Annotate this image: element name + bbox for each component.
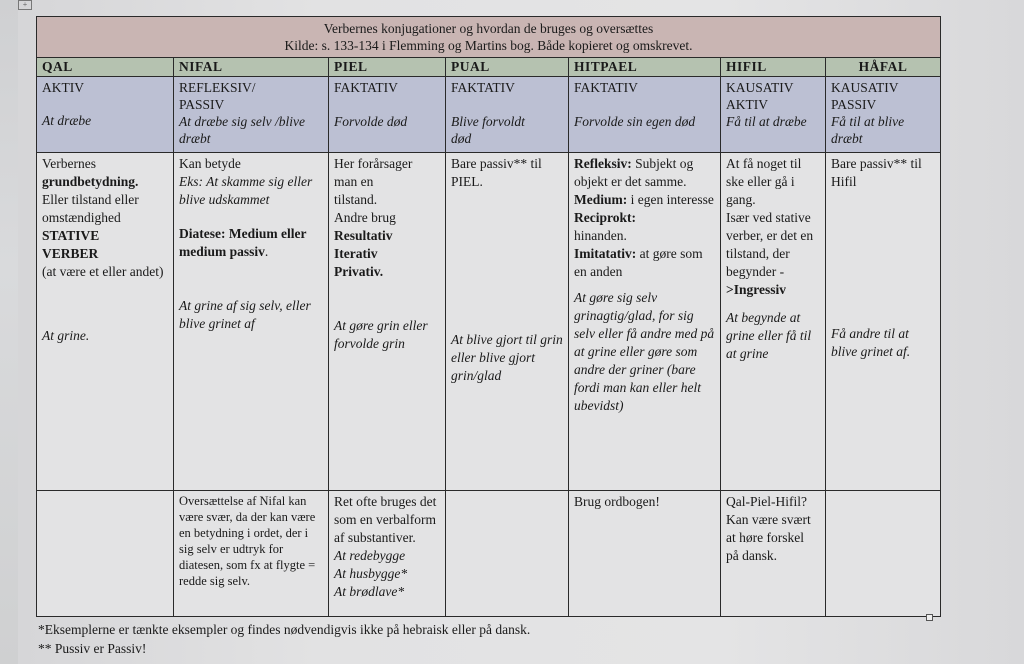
- title-line-1: Verbernes konjugationer og hvordan de bruges og oversættes: [323, 21, 654, 36]
- text: Bare passiv** til PIEL.: [451, 156, 542, 189]
- text: Ret ofte bruges det som en verbalform af substantiver.: [334, 494, 437, 545]
- text: Imitatativ:: [574, 246, 637, 261]
- header-row: [37, 58, 941, 77]
- header-hafal: HÅFAL: [826, 58, 941, 77]
- text: Især ved stative verber, er det en tilstand, der begynder -: [726, 210, 814, 279]
- text: Subjekt og objekt er det samme.: [574, 156, 694, 189]
- grin-example: Få andre til at blive grinet af.: [831, 326, 911, 359]
- text: STATIVE VERBER: [42, 228, 100, 261]
- example-label: At dræbe: [42, 113, 92, 128]
- text: At få noget til ske eller gå i gang.: [726, 156, 802, 207]
- cell-hitpael-type: [569, 77, 721, 153]
- grin-example: At begynde at grine eller få til at grine: [726, 310, 812, 361]
- text: Privativ.: [334, 264, 384, 279]
- meaning-row: [37, 153, 941, 491]
- text: .: [264, 244, 269, 259]
- text: Eks: At skamme sig eller blive udskammet: [179, 174, 313, 207]
- type-row: [37, 77, 941, 153]
- cell-nifal-meaning: [174, 153, 329, 491]
- conjugation-table: [36, 16, 941, 617]
- example-label: Få til at dræbe: [726, 114, 807, 129]
- cell-nifal-type: [174, 77, 329, 153]
- cell-hafal-type: [826, 77, 941, 153]
- header-hitpael: HITPAEL: [569, 58, 721, 77]
- text: grundbetydning.: [42, 174, 139, 189]
- example-label: Forvolde død: [334, 114, 408, 129]
- text: At brødlave*: [334, 584, 405, 599]
- footnote-1: *Eksemplerne er tænkte eksempler og findes nødvendigvis ikke på hebraisk eller på dansk.: [38, 622, 531, 637]
- text: >Ingressiv: [726, 282, 786, 297]
- header-nifal: NIFAL: [174, 58, 329, 77]
- cell-piel-type: [329, 77, 446, 153]
- example-label: Forvolde sin egen død: [574, 114, 696, 129]
- example-label: Blive forvoldt død: [451, 114, 525, 146]
- table-move-handle-icon[interactable]: +: [18, 0, 32, 10]
- cell-hifil-meaning: [721, 153, 826, 491]
- cell-pual-translation: [446, 491, 569, 617]
- cell-hitpael-translation: [569, 491, 721, 617]
- grin-example: At gøre grin eller forvolde grin: [334, 318, 428, 351]
- header-piel: PIEL: [329, 58, 446, 77]
- header-pual: PUAL: [446, 58, 569, 77]
- type-label: KAUSATIV PASSIV: [831, 80, 899, 112]
- text: Medium:: [574, 192, 628, 207]
- cell-qal-meaning: [37, 153, 174, 491]
- title-line-2: Kilde: s. 133-134 i Flemming og Martins bog. Både kopieret og omskrevet.: [284, 38, 693, 53]
- cell-hifil-type: [721, 77, 826, 153]
- grin-example: At gøre sig selv grinagtig/glad, for sig selv eller få andre med på at grine eller gøre som andre der griner (bare fordi man kan eller helt ubevidst): [574, 290, 715, 413]
- text: Eller tilstand eller omstændighed: [42, 192, 139, 225]
- grin-example: At grine af sig selv, eller blive grinet af: [179, 298, 311, 331]
- text: Reciprokt:: [574, 210, 636, 225]
- table-title: [37, 17, 941, 58]
- cell-piel-meaning: [329, 153, 446, 491]
- example-label: At dræbe sig selv /blive dræbt: [179, 114, 305, 146]
- text: Resultativ: [334, 228, 393, 243]
- cell-pual-type: [446, 77, 569, 153]
- text: Verbernes: [42, 156, 96, 171]
- text: Andre brug: [334, 210, 396, 225]
- text: Her forårsager man en tilstand.: [334, 156, 413, 207]
- footnote-2: ** Pussiv er Passiv!: [38, 641, 147, 656]
- cell-nifal-translation: [174, 491, 329, 617]
- type-label: FAKTATIV: [574, 80, 638, 95]
- text: Diatese: Medium eller medium passiv: [179, 226, 307, 259]
- text: Bare passiv** til Hifil: [831, 156, 922, 189]
- cell-hifil-translation: [721, 491, 826, 617]
- type-label: AKTIV: [42, 80, 84, 95]
- text: Refleksiv:: [574, 156, 632, 171]
- cell-hafal-meaning: [826, 153, 941, 491]
- text: i egen interesse: [627, 192, 714, 207]
- text: Brug ordbogen!: [574, 494, 660, 509]
- text: at gøre som en anden: [574, 246, 703, 279]
- cell-qal-translation: [37, 491, 174, 617]
- text: At husbygge*: [334, 566, 408, 581]
- example-label: Få til at blive dræbt: [831, 114, 905, 146]
- type-label: REFLEKSIV/ PASSIV: [179, 80, 256, 112]
- cell-piel-translation: [329, 491, 446, 617]
- header-qal: QAL: [37, 58, 174, 77]
- text: Kan betyde: [179, 156, 241, 171]
- text: hinanden.: [574, 228, 627, 243]
- text: Iterativ: [334, 246, 378, 261]
- cell-qal-type: [37, 77, 174, 153]
- text: Qal-Piel-Hifil? Kan være svært at høre forskel på dansk.: [726, 494, 811, 563]
- text: Oversættelse af Nifal kan være svær, da der kan være en betydning i ordet, der i sig selv er udtryk for diatesen, som fx at flygte = redde sig selv.: [179, 494, 316, 588]
- type-label: KAUSATIV AKTIV: [726, 80, 794, 112]
- type-label: FAKTATIV: [451, 80, 515, 95]
- footnotes: [38, 620, 530, 658]
- grin-example: At grine.: [42, 328, 90, 343]
- header-hifil: HIFIL: [721, 58, 826, 77]
- cell-hafal-translation: [826, 491, 941, 617]
- grin-example: At blive gjort til grin eller blive gjort grin/glad: [451, 332, 563, 383]
- type-label: FAKTATIV: [334, 80, 398, 95]
- table-resize-handle-icon[interactable]: [926, 614, 933, 621]
- text: (at være et eller andet): [42, 264, 164, 279]
- text: At redebygge: [334, 548, 406, 563]
- translation-row: [37, 491, 941, 617]
- cell-pual-meaning: [446, 153, 569, 491]
- cell-hitpael-meaning: [569, 153, 721, 491]
